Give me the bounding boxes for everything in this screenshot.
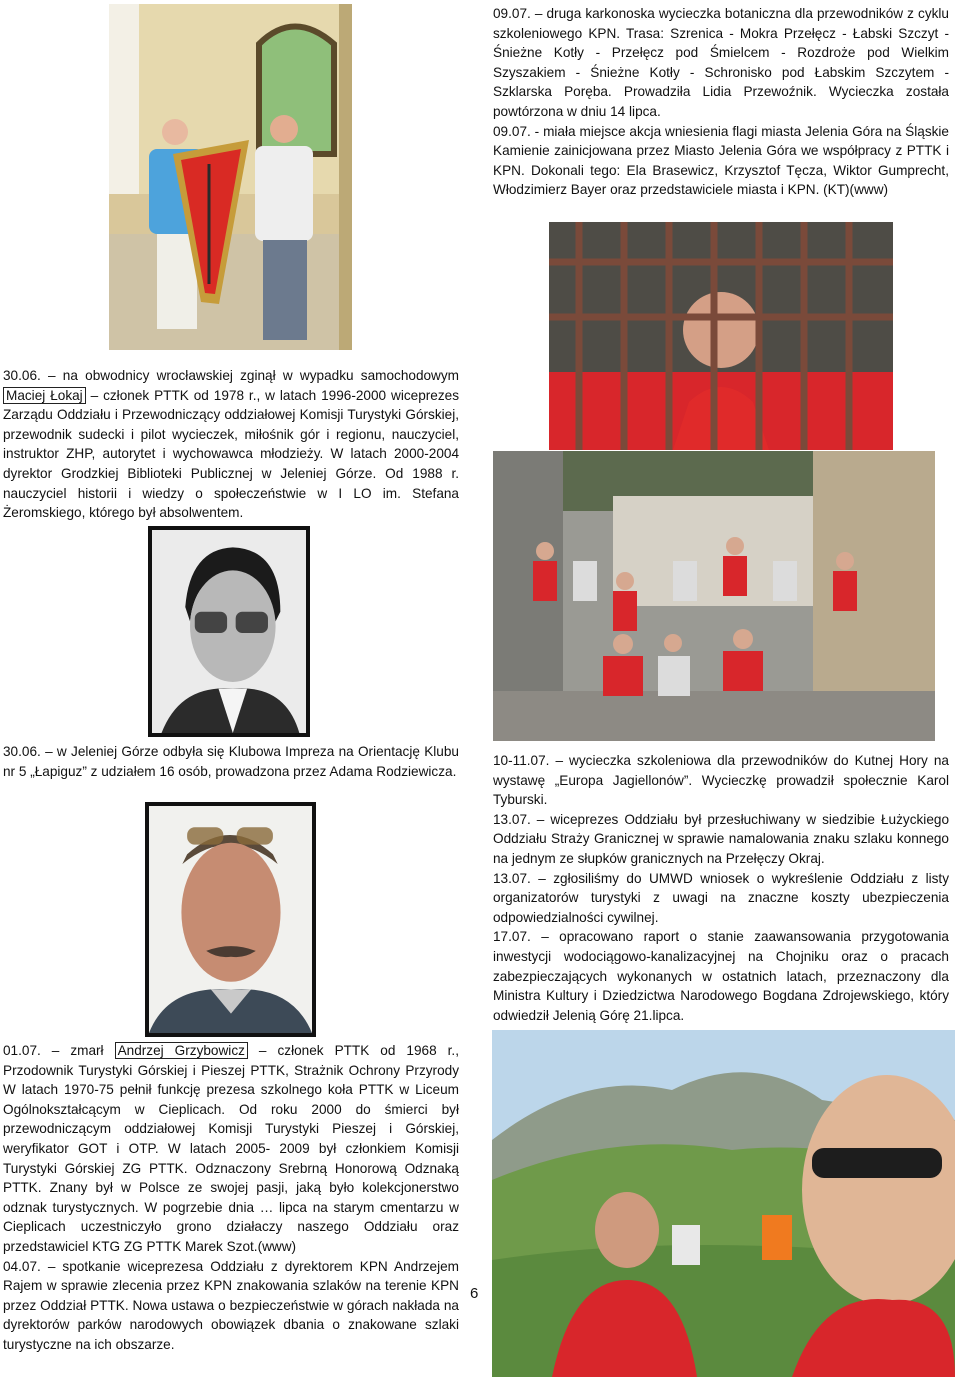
entry-text: – na obwodnicy wrocławskiej zginął w wypadku samochodowym [40, 368, 459, 383]
entry-text: – członek PTTK od 1978 r., w latach 1996-2000 wiceprezes Zarządu Oddziału i Przewodniczący oddziałowej Komisji Turystyki Górskiej, przewodnik sudecki i pilot wycieczek, miłośnik gór i regionu, nauczyciel, instruktor ZHP, autorytet i wychowawca młodzieży. W latach 2000-2004 dyrektor Grodzkiej Biblioteki Publicznej w Jeleniej Górze. Od 1988 r. nauczyciel historii i wiedzy o społeczeństwie w I LO im. Stefana Żeromskiego, którego był absolwentem. [3, 387, 459, 521]
entry-date: 30.06. [3, 744, 41, 759]
entry-text: – w Jeleniej Górze odbyła się Klubowa Impreza na Orientację Klubu nr 5 „Łapiguz” z udziałem 16 osób, prowadzona przez Adama Rodziewicza. [3, 744, 459, 779]
photo-hikers-mountain [492, 1030, 955, 1377]
entry-text: – zmarł [40, 1043, 115, 1058]
entry-text: – spotkanie wiceprezesa Oddziału z dyrektorem KPN Andrzejem Rajem w sprawie zlecenia przez KPN znakowania szlaków na terenie KPN przez Oddział PTTK. Nowa ustawa o bezpieczeństwie w górach nakłada na dyrektorów parków narodowych obowiązek dbania o znakowane szlaki turystyczne na ich obszarze. [3, 1258, 459, 1352]
entry-text: – wycieczka szkoleniowa dla przewodników do Kutnej Hory na wystawę „Europa Jagiellonów”. Wycieczkę prowadził społecznie Karol Tyburski. [493, 753, 949, 808]
photo-portrait-grzybowicz [145, 802, 316, 1037]
entry-text: – członek PTTK od 1968 r., Przodownik Turystyki Górskiej i Pieszej PTTK, Strażnik Ochrony Przyrody W latach 1970-75 pełnił funkcję prezesa szkolnego koła PTTK w Liceum Ogólnokształcącym w Cieplicach. Od roku 2000 do śmierci był przewodniczącym oddziałowej Komisji Turystyki Pieszej i Górskiej, weryfikator GOT i OTP. W latach 2005- 2009 był członkiem Komisji Turystyki Górskiej ZG PTTK. Odznaczony Srebrną Honorową Odznaką PTTK. Znany był w Polsce ze swojej pasji, jaką było kolekcjonerstwo odznak turystycznych. W pogrzebie dnia … lipca na starym cmentarzu w Cieplicach uczestniczyło grono działaczy naszego Oddziału oraz przedstawiciel KTG ZG PTTK Marek Szot.(www) [3, 1043, 459, 1254]
photo-portrait-lokaj [148, 526, 310, 737]
entry-date: 13.07. [493, 811, 531, 827]
entry-date: 10-11.07. [493, 753, 550, 768]
entry-date: 17.07. [493, 929, 531, 945]
entry-0107-grzybowicz [3, 1041, 459, 1355]
photo-sword-presentation [109, 4, 352, 350]
page-number: 6 [470, 1285, 479, 1302]
person-name-lokaj: Maciej Łokaj [3, 387, 86, 404]
entry-date: 09.07. [493, 123, 531, 139]
photo-group-building [493, 451, 935, 741]
entry-text: – zgłosiliśmy do UMWD wniosek o wykreślenie Oddziału z listy organizatorów turystyki z uwagi na znaczne koszty ubezpieczenia odpowiedzialności cywilnej. [493, 870, 949, 925]
person-name-grzybowicz: Andrzej Grzybowicz [115, 1042, 248, 1059]
photo-man-behind-bars [549, 222, 893, 450]
entry-text: – druga karkonoska wycieczka botaniczna dla przewodników z cyklu szkoleniowego KPN. Trasa: Szrenica - Mokra Przełęcz - Łabski Szczyt - Śnieżne Kotły - Przełęcz pod Śmielcem - Rozdroże pod Wielkim Szyszakiem - Śnieżne Kotły - Schronisko pod Łabskim Szczytem - Szklarska Poręba. Prowadziła Lidia Przewoźnik. Wycieczka została powtórzona w dniu 14 lipca. [493, 6, 949, 119]
entry-3006-lapiguz [3, 742, 459, 781]
entry-3006-lokaj [3, 366, 459, 523]
entry-date: 30.06. [3, 368, 41, 383]
entry-text: - miała miejsce akcja wniesienia flagi miasta Jelenia Góra na Śląskie Kamienie zainicjowana przez Miasto Jelenia Góra we współpracy z PTTK i KPN. Dokonali tego: Ela Brasewicz, Krzysztof Tęcza, Wiktor Gumprecht, Włodzimierz Bayer oraz przedstawiciele miasta i KPN. (KT)(www) [493, 123, 949, 198]
entry-text: – opracowano raport o stanie zaawansowania przygotowania inwestycji wodociągowo-kanalizacyjnej na Chojniku oraz o pracach zabezpieczających wykonanych w ostatnich latach, przeznaczony dla Ministra Kultury i Dziedzictwa Narodowego Bogdana Zdrojewskiego, który odwiedził Jelenią Górę 21.lipca. [493, 929, 949, 1023]
entry-date: 04.07. [3, 1258, 41, 1274]
entry-date: 13.07. [493, 870, 531, 886]
entry-0907-botanical [493, 4, 949, 200]
entry-1011-kutna-hora [493, 751, 949, 1025]
entry-date: 09.07. [493, 6, 531, 21]
entry-date: 01.07. [3, 1043, 41, 1058]
entry-text: – wiceprezes Oddziału był przesłuchiwany w siedzibie Łużyckiego Oddziału Straży Granicznej w sprawie namalowania znaku szlaku konnego na jednym ze słupków granicznych na Przełęczy Okraj. [493, 811, 949, 866]
